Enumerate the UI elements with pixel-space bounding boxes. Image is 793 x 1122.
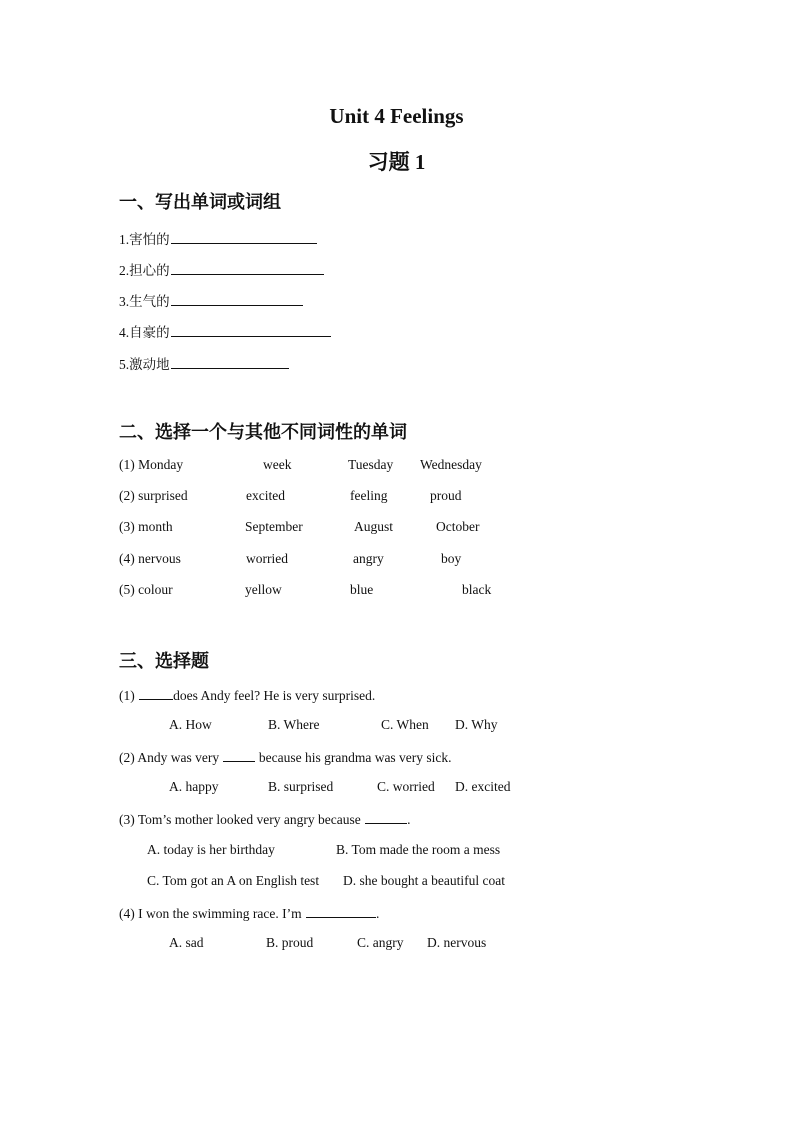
answer-blank[interactable] <box>139 686 173 700</box>
section3-heading: 三、选择题 <box>119 651 209 671</box>
vocab-label: 4.自豪的 <box>119 325 170 340</box>
word-cell: (5) colour <box>119 582 173 597</box>
question-text-pre: (2) Andy was very <box>119 750 220 765</box>
word-cell: excited <box>246 488 285 503</box>
answer-blank[interactable] <box>171 230 317 244</box>
page-title: Unit 4 Feelings <box>329 104 464 128</box>
answer-blank[interactable] <box>171 292 303 306</box>
word-cell: feeling <box>350 488 388 503</box>
word-cell: week <box>263 457 292 472</box>
page-subtitle: 习题 1 <box>367 150 426 174</box>
word-cell: September <box>245 519 303 534</box>
option[interactable]: A. today is her birthday <box>147 842 275 857</box>
option[interactable]: A. How <box>169 717 212 732</box>
word-cell: (3) month <box>119 519 173 534</box>
answer-blank[interactable] <box>171 323 331 337</box>
question-3 <box>119 810 410 828</box>
option[interactable]: B. surprised <box>268 779 334 794</box>
option[interactable]: D. Why <box>455 717 498 732</box>
question-text-pre: (3) Tom’s mother looked very angry because <box>119 812 361 827</box>
answer-blank[interactable] <box>306 904 376 918</box>
word-cell: October <box>436 519 480 534</box>
vocab-item <box>119 290 303 310</box>
answer-blank[interactable] <box>365 810 407 824</box>
option[interactable]: A. sad <box>169 935 204 950</box>
word-cell: boy <box>441 551 462 566</box>
vocab-item <box>119 321 331 341</box>
option[interactable]: C. Tom got an A on English test <box>147 873 320 888</box>
question-1 <box>119 686 375 704</box>
question-2 <box>119 748 452 766</box>
question-text-pre: (4) I won the swimming race. I’m <box>119 906 302 921</box>
option[interactable]: A. happy <box>169 779 219 794</box>
section2-heading: 二、选择一个与其他不同词性的单词 <box>119 422 407 442</box>
word-cell: Wednesday <box>420 457 482 472</box>
section1-heading: 一、写出单词或词组 <box>119 192 281 212</box>
word-cell: black <box>462 582 492 597</box>
vocab-label: 3.生气的 <box>119 294 170 309</box>
answer-blank[interactable] <box>171 261 324 275</box>
option[interactable]: B. Where <box>268 717 320 732</box>
word-cell: yellow <box>245 582 282 597</box>
option[interactable]: D. nervous <box>427 935 487 950</box>
vocab-label: 1.害怕的 <box>119 232 170 247</box>
vocab-item <box>119 353 289 373</box>
vocab-label: 2.担心的 <box>119 263 170 278</box>
vocab-label: 5.激动地 <box>119 357 170 372</box>
word-cell: (1) Monday <box>119 457 184 472</box>
option[interactable]: B. Tom made the room a mess <box>336 842 501 857</box>
answer-blank[interactable] <box>171 355 289 369</box>
option[interactable]: D. excited <box>455 779 511 794</box>
option[interactable]: D. she bought a beautiful coat <box>343 873 505 888</box>
word-cell: angry <box>353 551 384 566</box>
word-cell: Tuesday <box>348 457 394 472</box>
option[interactable]: B. proud <box>266 935 314 950</box>
vocab-item <box>119 228 317 248</box>
question-text-post: . <box>407 812 411 827</box>
word-cell: proud <box>430 488 462 503</box>
answer-blank[interactable] <box>223 748 255 762</box>
option[interactable]: C. When <box>381 717 429 732</box>
question-text-post: because his grandma was very sick. <box>258 750 452 765</box>
word-cell: August <box>354 519 394 534</box>
question-text: does Andy feel? He is very surprised. <box>173 688 376 703</box>
question-text-post: . <box>375 906 380 921</box>
vocab-item <box>119 259 324 279</box>
word-cell: (2) surprised <box>119 488 188 503</box>
word-cell: (4) nervous <box>119 551 181 566</box>
word-cell: worried <box>246 551 288 566</box>
question-number: (1) <box>119 688 135 703</box>
question-4 <box>119 904 379 922</box>
word-cell: blue <box>350 582 374 597</box>
option[interactable]: C. angry <box>357 935 404 950</box>
option[interactable]: C. worried <box>377 779 435 794</box>
